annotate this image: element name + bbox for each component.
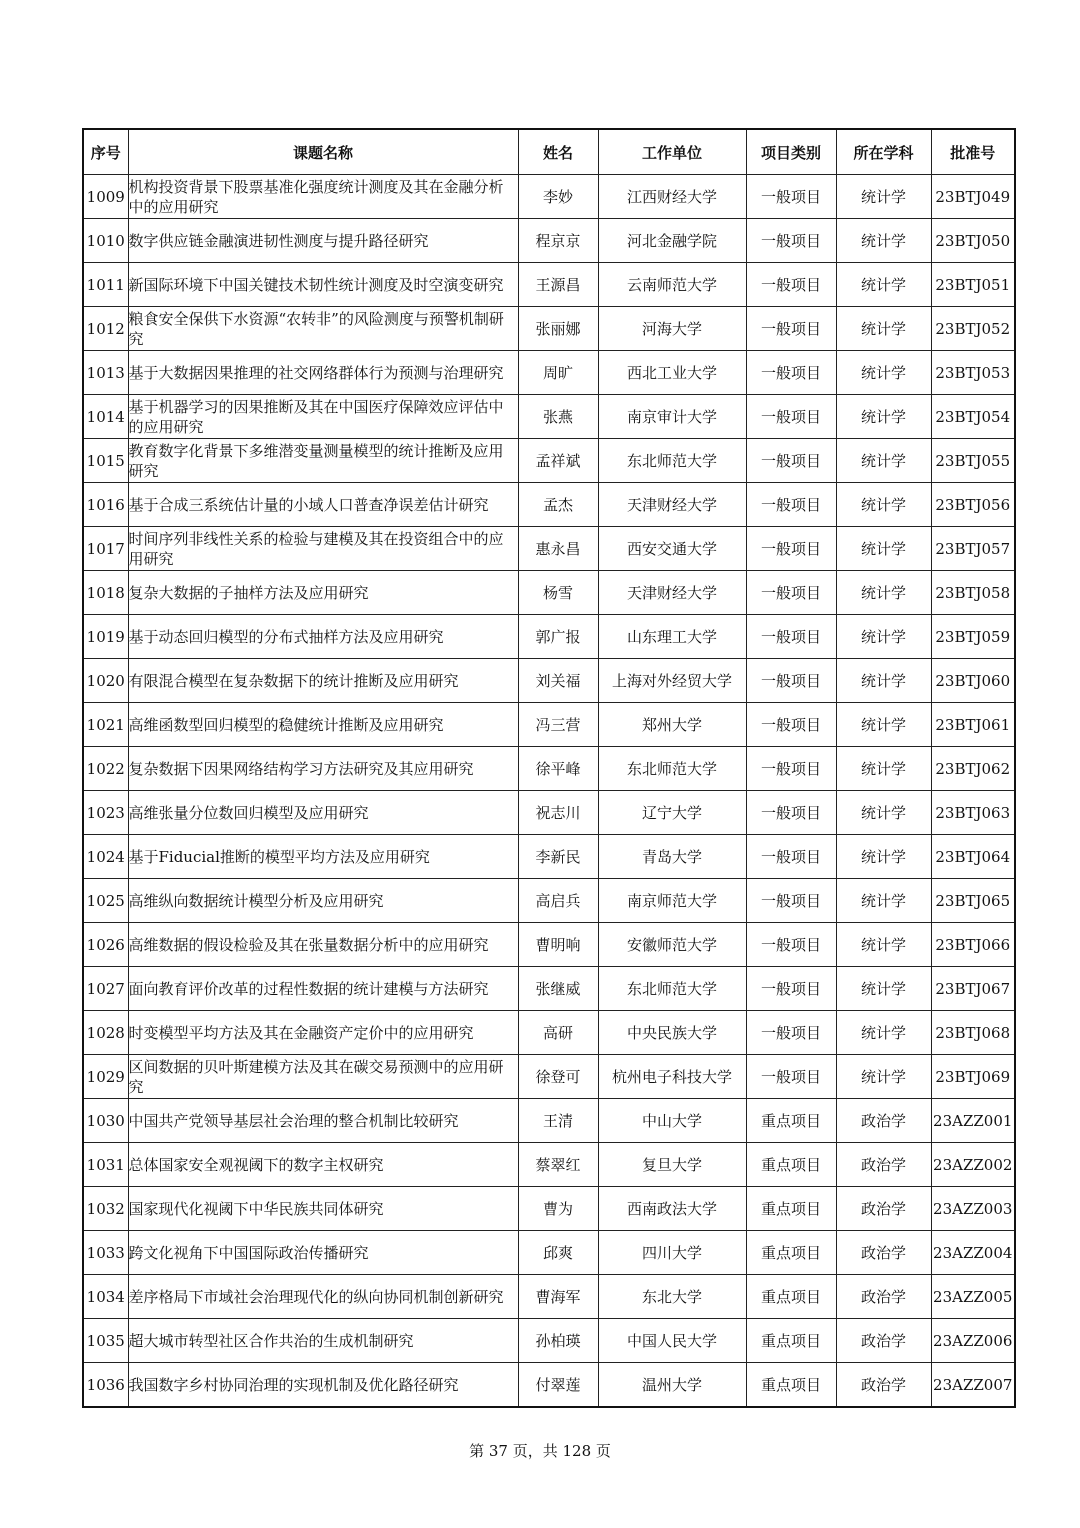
cell-name: 祝志川 <box>518 791 598 835</box>
cell-name: 张丽娜 <box>518 307 598 351</box>
table-body <box>83 175 1015 1408</box>
cell-approval: 23BTJ050 <box>931 219 1015 263</box>
cell-subject: 政治学 <box>836 1275 931 1319</box>
cell-title: 时间序列非线性关系的检验与建模及其在投资组合中的应用研究 <box>128 527 518 571</box>
cell-name: 高研 <box>518 1011 598 1055</box>
cell-subject: 统计学 <box>836 615 931 659</box>
cell-approval: 23BTJ067 <box>931 967 1015 1011</box>
cell-category: 一般项目 <box>746 571 836 615</box>
cell-title: 总体国家安全观视阈下的数字主权研究 <box>128 1143 518 1187</box>
cell-name: 曹海军 <box>518 1275 598 1319</box>
cell-subject: 统计学 <box>836 439 931 483</box>
cell-seq: 1029 <box>83 1055 128 1099</box>
table-row <box>83 615 1015 659</box>
cell-name: 程京京 <box>518 219 598 263</box>
cell-approval: 23BTJ051 <box>931 263 1015 307</box>
cell-title: 国家现代化视阈下中华民族共同体研究 <box>128 1187 518 1231</box>
cell-subject: 统计学 <box>836 967 931 1011</box>
cell-unit: 南京师范大学 <box>598 879 746 923</box>
cell-category: 重点项目 <box>746 1231 836 1275</box>
table-row <box>83 1275 1015 1319</box>
cell-unit: 山东理工大学 <box>598 615 746 659</box>
cell-seq: 1032 <box>83 1187 128 1231</box>
cell-name: 孟祥斌 <box>518 439 598 483</box>
cell-category: 一般项目 <box>746 879 836 923</box>
table-row <box>83 659 1015 703</box>
cell-unit: 南京审计大学 <box>598 395 746 439</box>
cell-approval: 23AZZ001 <box>931 1099 1015 1143</box>
cell-name: 张继威 <box>518 967 598 1011</box>
cell-approval: 23AZZ003 <box>931 1187 1015 1231</box>
cell-category: 一般项目 <box>746 703 836 747</box>
table-row <box>83 747 1015 791</box>
cell-unit: 西南政法大学 <box>598 1187 746 1231</box>
cell-approval: 23BTJ053 <box>931 351 1015 395</box>
cell-category: 一般项目 <box>746 1055 836 1099</box>
cell-unit: 上海对外经贸大学 <box>598 659 746 703</box>
cell-seq: 1036 <box>83 1363 128 1408</box>
cell-approval: 23BTJ064 <box>931 835 1015 879</box>
header-title: 课题名称 <box>128 129 518 175</box>
cell-approval: 23BTJ068 <box>931 1011 1015 1055</box>
cell-approval: 23BTJ062 <box>931 747 1015 791</box>
cell-name: 王源昌 <box>518 263 598 307</box>
cell-unit: 河海大学 <box>598 307 746 351</box>
cell-approval: 23AZZ002 <box>931 1143 1015 1187</box>
cell-subject: 统计学 <box>836 219 931 263</box>
table-row <box>83 1011 1015 1055</box>
cell-title: 跨文化视角下中国国际政治传播研究 <box>128 1231 518 1275</box>
cell-unit: 西安交通大学 <box>598 527 746 571</box>
cell-approval: 23BTJ052 <box>931 307 1015 351</box>
cell-unit: 天津财经大学 <box>598 571 746 615</box>
cell-title: 高维数据的假设检验及其在张量数据分析中的应用研究 <box>128 923 518 967</box>
cell-seq: 1017 <box>83 527 128 571</box>
table-row <box>83 923 1015 967</box>
cell-approval: 23AZZ005 <box>931 1275 1015 1319</box>
table-row <box>83 395 1015 439</box>
cell-title: 我国数字乡村协同治理的实现机制及优化路径研究 <box>128 1363 518 1408</box>
header-unit: 工作单位 <box>598 129 746 175</box>
cell-name: 蔡翠红 <box>518 1143 598 1187</box>
cell-name: 李妙 <box>518 175 598 219</box>
table-row <box>83 1363 1015 1408</box>
cell-seq: 1028 <box>83 1011 128 1055</box>
cell-name: 冯三营 <box>518 703 598 747</box>
table-row <box>83 835 1015 879</box>
project-table <box>82 128 1016 1408</box>
cell-seq: 1021 <box>83 703 128 747</box>
cell-unit: 江西财经大学 <box>598 175 746 219</box>
cell-title: 机构投资背景下股票基准化强度统计测度及其在金融分析中的应用研究 <box>128 175 518 219</box>
cell-unit: 东北大学 <box>598 1275 746 1319</box>
cell-seq: 1022 <box>83 747 128 791</box>
cell-seq: 1026 <box>83 923 128 967</box>
cell-approval: 23BTJ063 <box>931 791 1015 835</box>
cell-unit: 云南师范大学 <box>598 263 746 307</box>
cell-subject: 统计学 <box>836 571 931 615</box>
cell-seq: 1011 <box>83 263 128 307</box>
table-row <box>83 175 1015 219</box>
cell-category: 一般项目 <box>746 1011 836 1055</box>
cell-seq: 1025 <box>83 879 128 923</box>
cell-category: 重点项目 <box>746 1319 836 1363</box>
cell-title: 复杂数据下因果网络结构学习方法研究及其应用研究 <box>128 747 518 791</box>
cell-seq: 1015 <box>83 439 128 483</box>
table-header-row <box>83 129 1015 175</box>
cell-unit: 青岛大学 <box>598 835 746 879</box>
cell-category: 一般项目 <box>746 263 836 307</box>
cell-name: 曹明响 <box>518 923 598 967</box>
cell-subject: 统计学 <box>836 879 931 923</box>
cell-subject: 政治学 <box>836 1143 931 1187</box>
table-row <box>83 1099 1015 1143</box>
cell-category: 一般项目 <box>746 747 836 791</box>
cell-name: 孟杰 <box>518 483 598 527</box>
cell-title: 基于合成三系统估计量的小域人口普查净误差估计研究 <box>128 483 518 527</box>
cell-name: 王清 <box>518 1099 598 1143</box>
page-number: 第 37 页，共 128 页 <box>469 1442 611 1460</box>
cell-name: 曹为 <box>518 1187 598 1231</box>
cell-title: 基于动态回归模型的分布式抽样方法及应用研究 <box>128 615 518 659</box>
cell-approval: 23BTJ061 <box>931 703 1015 747</box>
cell-category: 一般项目 <box>746 967 836 1011</box>
cell-approval: 23BTJ055 <box>931 439 1015 483</box>
cell-seq: 1033 <box>83 1231 128 1275</box>
cell-unit: 中央民族大学 <box>598 1011 746 1055</box>
cell-title: 差序格局下市域社会治理现代化的纵向协同机制创新研究 <box>128 1275 518 1319</box>
cell-subject: 政治学 <box>836 1319 931 1363</box>
cell-approval: 23BTJ066 <box>931 923 1015 967</box>
cell-unit: 温州大学 <box>598 1363 746 1408</box>
table-row <box>83 1187 1015 1231</box>
table-row <box>83 1231 1015 1275</box>
cell-seq: 1018 <box>83 571 128 615</box>
cell-title: 中国共产党领导基层社会治理的整合机制比较研究 <box>128 1099 518 1143</box>
cell-name: 张燕 <box>518 395 598 439</box>
cell-approval: 23BTJ069 <box>931 1055 1015 1099</box>
cell-category: 一般项目 <box>746 175 836 219</box>
cell-name: 郭广报 <box>518 615 598 659</box>
cell-approval: 23BTJ056 <box>931 483 1015 527</box>
cell-unit: 河北金融学院 <box>598 219 746 263</box>
cell-subject: 统计学 <box>836 1055 931 1099</box>
cell-subject: 统计学 <box>836 791 931 835</box>
cell-category: 一般项目 <box>746 439 836 483</box>
cell-seq: 1034 <box>83 1275 128 1319</box>
cell-title: 高维纵向数据统计模型分析及应用研究 <box>128 879 518 923</box>
cell-category: 重点项目 <box>746 1099 836 1143</box>
cell-title: 复杂大数据的子抽样方法及应用研究 <box>128 571 518 615</box>
cell-name: 徐登可 <box>518 1055 598 1099</box>
cell-approval: 23BTJ049 <box>931 175 1015 219</box>
table-row <box>83 351 1015 395</box>
cell-name: 孙柏瑛 <box>518 1319 598 1363</box>
cell-name: 周旷 <box>518 351 598 395</box>
cell-subject: 统计学 <box>836 923 931 967</box>
cell-category: 重点项目 <box>746 1187 836 1231</box>
cell-subject: 政治学 <box>836 1231 931 1275</box>
cell-unit: 四川大学 <box>598 1231 746 1275</box>
cell-name: 惠永昌 <box>518 527 598 571</box>
table-row <box>83 307 1015 351</box>
cell-name: 杨雪 <box>518 571 598 615</box>
cell-title: 粮食安全保供下水资源“农转非”的风险测度与预警机制研究 <box>128 307 518 351</box>
table-row <box>83 527 1015 571</box>
cell-seq: 1023 <box>83 791 128 835</box>
cell-unit: 天津财经大学 <box>598 483 746 527</box>
header-seq: 序号 <box>83 129 128 175</box>
cell-subject: 统计学 <box>836 483 931 527</box>
cell-seq: 1035 <box>83 1319 128 1363</box>
cell-approval: 23BTJ059 <box>931 615 1015 659</box>
cell-subject: 统计学 <box>836 351 931 395</box>
header-category: 项目类别 <box>746 129 836 175</box>
cell-title: 面向教育评价改革的过程性数据的统计建模与方法研究 <box>128 967 518 1011</box>
cell-category: 重点项目 <box>746 1143 836 1187</box>
cell-approval: 23AZZ007 <box>931 1363 1015 1408</box>
cell-title: 高维张量分位数回归模型及应用研究 <box>128 791 518 835</box>
cell-title: 新国际环境下中国关键技术韧性统计测度及时空演变研究 <box>128 263 518 307</box>
table-row <box>83 571 1015 615</box>
cell-subject: 统计学 <box>836 747 931 791</box>
table-row <box>83 1143 1015 1187</box>
cell-name: 邱爽 <box>518 1231 598 1275</box>
table-row <box>83 703 1015 747</box>
header-name: 姓名 <box>518 129 598 175</box>
table-row <box>83 967 1015 1011</box>
cell-seq: 1024 <box>83 835 128 879</box>
cell-category: 一般项目 <box>746 307 836 351</box>
cell-unit: 杭州电子科技大学 <box>598 1055 746 1099</box>
table-row <box>83 483 1015 527</box>
cell-unit: 中山大学 <box>598 1099 746 1143</box>
cell-unit: 辽宁大学 <box>598 791 746 835</box>
cell-subject: 统计学 <box>836 175 931 219</box>
cell-subject: 统计学 <box>836 527 931 571</box>
cell-seq: 1013 <box>83 351 128 395</box>
cell-name: 李新民 <box>518 835 598 879</box>
cell-title: 有限混合模型在复杂数据下的统计推断及应用研究 <box>128 659 518 703</box>
cell-approval: 23BTJ054 <box>931 395 1015 439</box>
cell-unit: 郑州大学 <box>598 703 746 747</box>
cell-category: 一般项目 <box>746 483 836 527</box>
cell-category: 一般项目 <box>746 395 836 439</box>
cell-name: 徐平峰 <box>518 747 598 791</box>
cell-title: 数字供应链金融演进韧性测度与提升路径研究 <box>128 219 518 263</box>
cell-approval: 23BTJ057 <box>931 527 1015 571</box>
cell-unit: 东北师范大学 <box>598 967 746 1011</box>
cell-approval: 23AZZ004 <box>931 1231 1015 1275</box>
cell-approval: 23AZZ006 <box>931 1319 1015 1363</box>
cell-subject: 政治学 <box>836 1187 931 1231</box>
cell-seq: 1031 <box>83 1143 128 1187</box>
cell-category: 一般项目 <box>746 835 836 879</box>
cell-subject: 统计学 <box>836 659 931 703</box>
cell-category: 一般项目 <box>746 615 836 659</box>
cell-unit: 东北师范大学 <box>598 747 746 791</box>
cell-category: 一般项目 <box>746 923 836 967</box>
table-row <box>83 1055 1015 1099</box>
cell-category: 一般项目 <box>746 351 836 395</box>
table-row <box>83 439 1015 483</box>
cell-category: 一般项目 <box>746 219 836 263</box>
table-row <box>83 791 1015 835</box>
cell-seq: 1016 <box>83 483 128 527</box>
header-approval: 批准号 <box>931 129 1015 175</box>
cell-title: 基于Fiducial推断的模型平均方法及应用研究 <box>128 835 518 879</box>
cell-subject: 统计学 <box>836 835 931 879</box>
cell-approval: 23BTJ065 <box>931 879 1015 923</box>
cell-unit: 安徽师范大学 <box>598 923 746 967</box>
cell-unit: 中国人民大学 <box>598 1319 746 1363</box>
cell-subject: 统计学 <box>836 703 931 747</box>
cell-title: 教育数字化背景下多维潜变量测量模型的统计推断及应用研究 <box>128 439 518 483</box>
cell-seq: 1027 <box>83 967 128 1011</box>
cell-seq: 1012 <box>83 307 128 351</box>
cell-title: 基于大数据因果推理的社交网络群体行为预测与治理研究 <box>128 351 518 395</box>
cell-seq: 1020 <box>83 659 128 703</box>
cell-category: 重点项目 <box>746 1275 836 1319</box>
cell-category: 一般项目 <box>746 527 836 571</box>
cell-title: 基于机器学习的因果推断及其在中国医疗保障效应评估中的应用研究 <box>128 395 518 439</box>
cell-subject: 统计学 <box>836 395 931 439</box>
cell-approval: 23BTJ060 <box>931 659 1015 703</box>
cell-name: 高启兵 <box>518 879 598 923</box>
cell-title: 高维函数型回归模型的稳健统计推断及应用研究 <box>128 703 518 747</box>
cell-category: 一般项目 <box>746 791 836 835</box>
table-row <box>83 1319 1015 1363</box>
cell-seq: 1010 <box>83 219 128 263</box>
cell-seq: 1030 <box>83 1099 128 1143</box>
header-subject: 所在学科 <box>836 129 931 175</box>
cell-category: 一般项目 <box>746 659 836 703</box>
cell-name: 刘关福 <box>518 659 598 703</box>
cell-unit: 复旦大学 <box>598 1143 746 1187</box>
table-row <box>83 263 1015 307</box>
cell-seq: 1014 <box>83 395 128 439</box>
cell-subject: 政治学 <box>836 1363 931 1408</box>
cell-title: 超大城市转型社区合作共治的生成机制研究 <box>128 1319 518 1363</box>
cell-unit: 西北工业大学 <box>598 351 746 395</box>
cell-subject: 统计学 <box>836 307 931 351</box>
cell-subject: 政治学 <box>836 1099 931 1143</box>
cell-category: 重点项目 <box>746 1363 836 1408</box>
cell-name: 付翠莲 <box>518 1363 598 1408</box>
table-row <box>83 219 1015 263</box>
cell-title: 时变模型平均方法及其在金融资产定价中的应用研究 <box>128 1011 518 1055</box>
cell-seq: 1009 <box>83 175 128 219</box>
cell-seq: 1019 <box>83 615 128 659</box>
cell-unit: 东北师范大学 <box>598 439 746 483</box>
cell-subject: 统计学 <box>836 263 931 307</box>
cell-title: 区间数据的贝叶斯建模方法及其在碳交易预测中的应用研究 <box>128 1055 518 1099</box>
table-row <box>83 879 1015 923</box>
cell-approval: 23BTJ058 <box>931 571 1015 615</box>
cell-subject: 统计学 <box>836 1011 931 1055</box>
